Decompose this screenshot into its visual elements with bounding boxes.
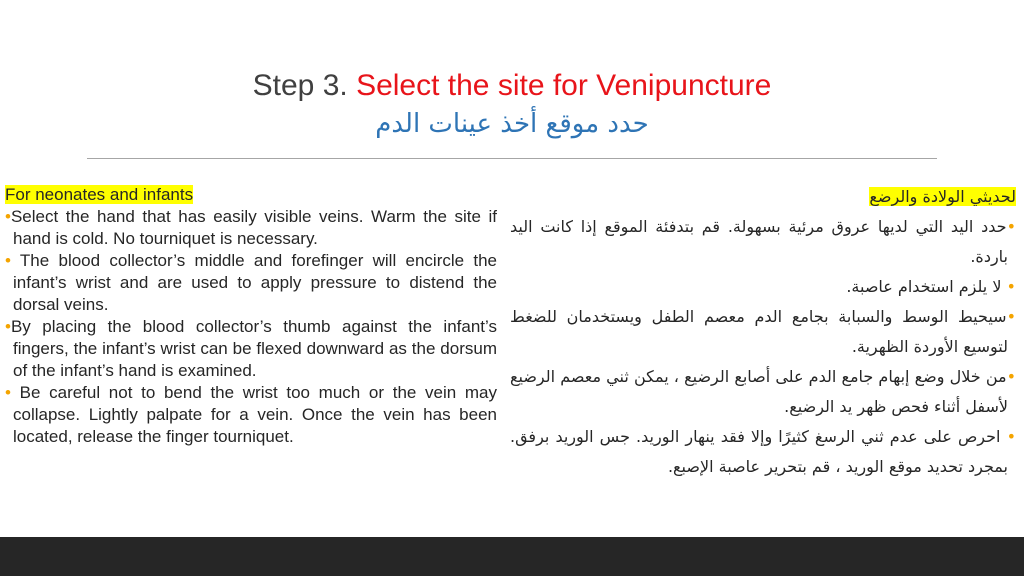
english-heading: For neonates and infants (5, 185, 194, 204)
arabic-column (510, 182, 1016, 482)
english-bullet: • Be careful not to bend the wrist too much or the vein may collapse. Lightly palpate for a vein. Once the vein has been located, release the finger tourniquet. (5, 383, 497, 446)
english-column (5, 184, 497, 448)
title-prefix: Step 3. (252, 69, 357, 102)
arabic-bullet: •سيحيط الوسط والسبابة بجامع الدم معصم الطفل ويستخدمان للضغط لتوسيع الأوردة الظهرية. (510, 307, 1016, 356)
english-bullet: • The blood collector’s middle and forefinger will encircle the infant’s wrist and are used to apply pressure to distend the dorsal veins. (5, 251, 497, 314)
arabic-bullet: •من خلال وضع إبهام جامع الدم على أصابع الرضيع ، يمكن ثني معصم الرضيع لأسفل أثناء فحص ظهر يد الرضيع. (510, 367, 1016, 416)
arabic-bullet: • احرص على عدم ثني الرسغ كثيرًا وإلا فقد ينهار الوريد. جس الوريد برفق. بمجرد تحديد موقع الوريد ، قم بتحرير عاصبة الإصبع. (510, 427, 1017, 476)
slide-title (0, 68, 1024, 104)
arabic-bullet: •حدد اليد التي لديها عروق مرئية بسهولة. قم بتدفئة الموقع إذا كانت اليد باردة. (510, 217, 1016, 266)
english-bullet: •Select the hand that has easily visible veins. Warm the site if hand is cold. No tourniquet is necessary. (5, 207, 497, 248)
english-bullet: •By placing the blood collector’s thumb against the infant’s fingers, the infant’s wrist can be flexed downward as the dorsum of the infant’s hand is examined. (5, 317, 497, 380)
arabic-bullet: • لا يلزم استخدام عاصبة. (846, 277, 1016, 296)
title-divider (87, 158, 937, 159)
slide-subtitle-arabic: حدد موقع أخذ عينات الدم (375, 109, 649, 139)
arabic-heading: لحديثي الولادة والرضع (869, 187, 1016, 206)
title-accent: Select the site for Venipuncture (356, 69, 772, 102)
footer-bar (0, 537, 1024, 576)
